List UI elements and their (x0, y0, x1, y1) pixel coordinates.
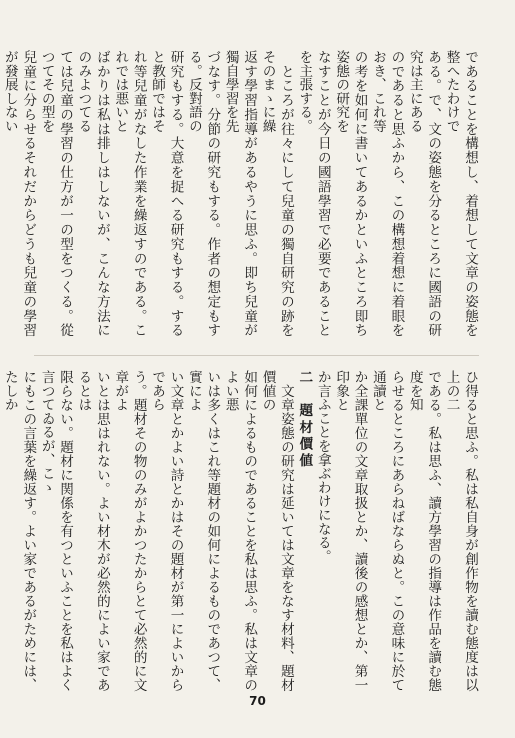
lower-text-before: ひ得ると思ふ。私は私自身が創作物を讀む態度は以上の二 である。私は思ふ、讀方學習の指導は作品を讀む態度を知 らせるところにあらねばならぬと。この意味に於て通讀と か全課單位の文章取扱とか、讀後の感想とか、第一印象と か言ふことを拿ぶわけになる。 (314, 370, 478, 692)
lower-text-block (1, 370, 479, 692)
section-divider (34, 355, 479, 356)
lower-text-after: 文章姿態の研究は延いては文章をなす材料、題材價値の 如何によるものであることを私は思ふ。私は文章のよい悪 いは多くはこれ等題材の如何によるものであつて、實によ い文章とかよい詩とかはその題材が第一によいからであら う。題材その物のみがよかつたからとて必然的に文章がよ いとは思はれない。よい材木が必然的によい家であるとは 限らない。題材に関係を有つといふことを私はよく言つてゐるが、こゝ にもこの言葉を繰返す。よい家であるがためには、たしか (1, 370, 294, 692)
upper-text-block: であることを構想し、着想して文章の姿態を整へたわけで ある。で、文の姿態を分るところに國語の研究は主にある のであると思ふから、この構想着想に着眼をおき、これ等 の考を如何に書いてあるかといふところ即ち姿態の研究を なすことが今日の國語學習で必要であることを主張する。 ところが往々にして兒童の獨自研究の跡をそのまゝに繰 返す學習指導があるやうに思ふ。即ち兒童が獨自學習を先 づなす。分節の研究もする。作者の想定もする。反對語の 研究もする。大意を捉へる研究もする。すると教師ではそ れ等兒童がなした作業を繰返すのである。これでは悪いと ばかりは私は排しはしないが、こんな方法にのみよつてる ては兒童の學習の仕方が一の型をつくる。從つてその型を 兒童に分らせるそれだからどうも兒童の學習が發展しない (1, 50, 478, 337)
section-heading: 二 題材價値 (296, 370, 313, 470)
page-number: 70 (249, 694, 266, 708)
